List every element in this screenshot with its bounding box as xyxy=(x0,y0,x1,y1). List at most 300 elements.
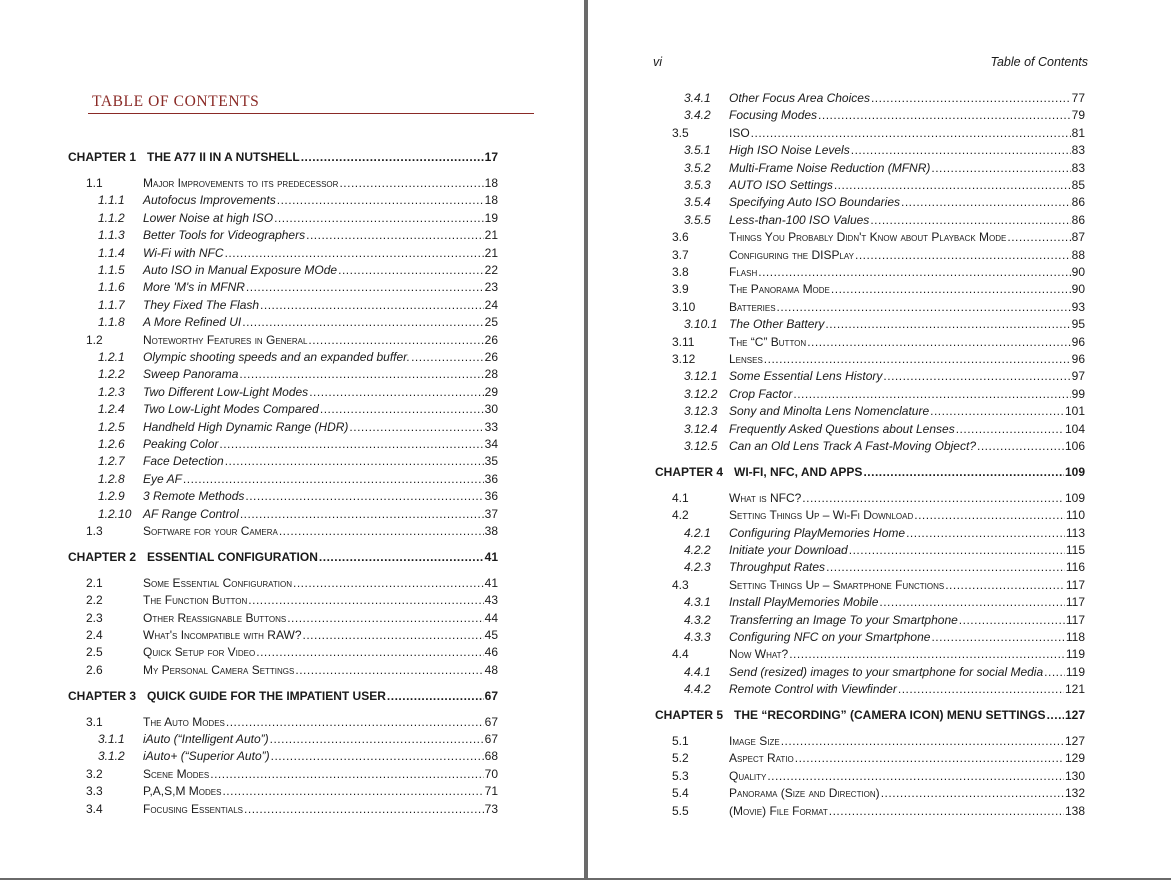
entry-title: Transferring an Image To your Smartphone xyxy=(729,612,958,627)
entry-title: (Movie) File Format xyxy=(729,803,828,818)
toc-row[interactable] xyxy=(684,90,1085,107)
entry-number: 1.2.2 xyxy=(98,367,125,382)
running-title: Table of Contents xyxy=(990,55,1088,69)
entry-page-number: 41 xyxy=(484,575,498,590)
entry-title: Auto ISO in Manual Exposure MOde xyxy=(143,262,338,277)
toc-row[interactable] xyxy=(86,627,498,644)
dot-leader xyxy=(826,559,1065,575)
entry-number: 3.10.1 xyxy=(684,317,718,332)
dot-leader xyxy=(244,801,484,817)
dot-leader xyxy=(349,419,483,435)
entry-number: 1.2.7 xyxy=(98,454,125,469)
toc-chapter-row[interactable] xyxy=(655,707,1085,724)
entry-page-number: 70 xyxy=(484,766,498,781)
toc-row[interactable] xyxy=(672,264,1085,281)
entry-number: CHAPTER 4 xyxy=(655,464,724,479)
entry-page-number: 46 xyxy=(484,645,498,660)
toc-row[interactable] xyxy=(672,803,1085,820)
entry-number: 3.5.3 xyxy=(684,178,711,192)
dot-leader xyxy=(802,490,1064,506)
entry-page-number: 26 xyxy=(484,332,498,347)
entry-number: 2.5 xyxy=(86,645,103,660)
entry-number: 3.12.1 xyxy=(684,369,718,384)
entry-title: Scene Modes xyxy=(143,766,210,781)
toc-row[interactable] xyxy=(684,438,1085,455)
dot-leader xyxy=(246,279,484,295)
entry-number: 1.1.8 xyxy=(98,315,125,330)
toc-row[interactable] xyxy=(672,577,1085,594)
entry-page-number: 86 xyxy=(1071,195,1085,210)
dot-leader xyxy=(870,212,1070,228)
toc-row[interactable] xyxy=(672,299,1085,316)
entry-number: 4.4.2 xyxy=(684,682,711,697)
entry-number: 1.1.7 xyxy=(98,297,125,312)
entry-page-number: 28 xyxy=(484,367,498,382)
entry-page-number: 101 xyxy=(1064,404,1085,419)
entry-title: Lenses xyxy=(729,352,763,366)
entry-page-number: 79 xyxy=(1071,108,1085,123)
dot-leader xyxy=(320,401,484,417)
dot-leader xyxy=(849,542,1065,558)
entry-title: Sony and Minolta Lens Nomenclature xyxy=(729,404,930,419)
entry-title: iAuto (“Intelligent Auto”) xyxy=(143,731,269,746)
dot-leader xyxy=(338,262,484,278)
entry-title: Remote Control with Viewfinder xyxy=(729,682,897,697)
toc-chapter-row[interactable] xyxy=(68,549,498,566)
toc-row[interactable] xyxy=(86,523,498,540)
entry-number: 3.1 xyxy=(86,714,103,729)
dot-leader xyxy=(248,592,483,608)
entry-number: 5.3 xyxy=(672,768,689,783)
toc-row[interactable] xyxy=(86,575,498,592)
entry-number: 5.1 xyxy=(672,734,689,748)
dot-leader xyxy=(751,125,1071,141)
entry-page-number: 36 xyxy=(484,471,498,486)
toc-row[interactable] xyxy=(98,384,498,401)
entry-page-number: 90 xyxy=(1071,282,1085,297)
entry-number: 1.1 xyxy=(86,175,103,190)
toc-row[interactable] xyxy=(672,646,1085,663)
entry-page-number: 86 xyxy=(1071,212,1085,227)
toc-row[interactable] xyxy=(672,351,1085,368)
entry-number: 1.2.9 xyxy=(98,489,125,504)
entry-title: WI-FI, NFC, AND APPS xyxy=(734,464,863,479)
entry-page-number: 67 xyxy=(484,731,498,746)
entry-page-number: 129 xyxy=(1064,751,1085,766)
entry-number: 1.2 xyxy=(86,332,103,347)
entry-number: 3.9 xyxy=(672,282,689,297)
toc-row[interactable] xyxy=(684,629,1085,646)
entry-title: QUICK GUIDE FOR THE IMPATIENT USER xyxy=(147,688,386,703)
entry-page-number: 97 xyxy=(1071,369,1085,384)
dot-leader xyxy=(767,768,1064,784)
entry-title: The Function Button xyxy=(143,593,248,608)
entry-title: Some Essential Lens History xyxy=(729,369,883,384)
entry-number: 3.1.1 xyxy=(98,731,125,746)
entry-page-number: 18 xyxy=(484,193,498,208)
entry-title: Other Reassignable Buttons xyxy=(143,610,287,625)
entry-number: 4.2 xyxy=(672,508,689,523)
entry-page-number: 117 xyxy=(1065,612,1085,627)
toc-row[interactable] xyxy=(672,229,1085,246)
toc-row[interactable] xyxy=(98,366,498,383)
dot-leader xyxy=(831,281,1071,297)
entry-number: 4.3.1 xyxy=(684,595,711,610)
entry-title: Focusing Essentials xyxy=(143,801,244,816)
entry-title: Autofocus Improvements xyxy=(143,193,276,208)
toc-row[interactable] xyxy=(684,612,1085,629)
toc-row[interactable] xyxy=(98,314,498,331)
entry-page-number: 23 xyxy=(484,280,498,295)
entry-title: Initiate your Download xyxy=(729,543,848,557)
entry-number: 4.2.2 xyxy=(684,543,711,557)
entry-title: Quality xyxy=(729,768,767,783)
entry-number: 1.1.1 xyxy=(98,193,125,208)
entry-page-number: 48 xyxy=(484,662,498,677)
toc-row[interactable] xyxy=(98,471,498,488)
entry-page-number: 43 xyxy=(484,593,498,608)
entry-page-number: 45 xyxy=(484,627,498,642)
dot-leader xyxy=(807,334,1070,350)
entry-title: ESSENTIAL CONFIGURATION xyxy=(147,549,318,564)
toc-row[interactable] xyxy=(86,801,498,818)
entry-number: 1.1.6 xyxy=(98,280,125,295)
toc-row[interactable] xyxy=(684,107,1085,124)
entry-number: 3.11 xyxy=(672,334,695,349)
toc-row[interactable] xyxy=(684,664,1085,681)
entry-title: Frequently Asked Questions about Lenses xyxy=(729,421,955,436)
entry-title: What's Incompatible with RAW? xyxy=(143,627,302,642)
entry-number: 3.5.2 xyxy=(684,160,711,175)
entry-number: 1.2.3 xyxy=(98,384,125,399)
entry-number: 1.1.5 xyxy=(98,262,125,277)
toc-row[interactable] xyxy=(86,610,498,627)
entry-title: Image Size xyxy=(729,734,780,748)
toc-row[interactable] xyxy=(98,349,498,366)
entry-number: 2.2 xyxy=(86,593,103,608)
dot-leader xyxy=(219,436,483,452)
entry-number: 1.1.4 xyxy=(98,245,125,260)
entry-title: Olympic shooting speeds and an expanded buffer. xyxy=(143,349,411,364)
toc-row[interactable] xyxy=(86,332,498,349)
entry-title: Eye AF xyxy=(143,471,182,486)
entry-page-number: 17 xyxy=(484,150,498,164)
toc-chapter-row[interactable] xyxy=(655,464,1085,481)
entry-title: The “C” Button xyxy=(729,334,807,349)
dot-leader xyxy=(183,471,484,487)
entry-title: THE “RECORDING” (CAMERA ICON) MENU SETTINGS xyxy=(734,708,1046,723)
dot-leader xyxy=(303,627,484,643)
entry-number: 3.5 xyxy=(672,125,689,140)
entry-title: AF Range Control xyxy=(143,506,239,521)
dot-leader xyxy=(309,384,483,400)
entry-page-number: 44 xyxy=(484,610,498,625)
entry-title: Configuring PlayMemories Home xyxy=(729,525,906,540)
dot-leader xyxy=(411,349,484,365)
dot-leader xyxy=(293,575,484,591)
toc-row[interactable] xyxy=(98,401,498,418)
toc-row[interactable] xyxy=(672,125,1085,142)
dot-leader xyxy=(777,299,1071,315)
entry-page-number: 73 xyxy=(484,801,498,816)
entry-page-number: 81 xyxy=(1071,125,1085,140)
entry-number: 1.1.3 xyxy=(98,228,125,243)
dot-leader xyxy=(764,351,1071,367)
entry-page-number: 26 xyxy=(484,349,498,364)
entry-title: Sweep Panorama xyxy=(143,367,239,382)
entry-title: They Fixed The Flash xyxy=(143,297,260,312)
entry-number: 1.2.5 xyxy=(98,419,125,434)
dot-leader xyxy=(319,549,484,565)
entry-page-number: 36 xyxy=(484,489,498,504)
dot-leader xyxy=(871,90,1071,106)
entry-number: 4.3.2 xyxy=(684,612,711,627)
toc-row[interactable] xyxy=(684,421,1085,438)
toc-row[interactable] xyxy=(98,297,498,314)
dot-leader xyxy=(898,681,1064,697)
entry-page-number: 132 xyxy=(1064,786,1085,801)
entry-page-number: 25 xyxy=(484,315,498,330)
entry-number: 3.3 xyxy=(86,784,103,799)
toc-row[interactable] xyxy=(672,281,1085,298)
entry-page-number: 22 xyxy=(484,262,498,277)
entry-number: 3.5.4 xyxy=(684,195,711,210)
entry-number: 5.5 xyxy=(672,803,689,818)
dot-leader xyxy=(225,245,484,261)
entry-page-number: 83 xyxy=(1071,160,1085,175)
entry-page-number: 127 xyxy=(1064,708,1085,723)
toc-row[interactable] xyxy=(98,731,498,748)
toc-row[interactable] xyxy=(672,785,1085,802)
toc-row[interactable] xyxy=(684,594,1085,611)
entry-title: Install PlayMemories Mobile xyxy=(729,595,879,610)
toc-chapter-row[interactable] xyxy=(68,688,498,705)
entry-page-number: 83 xyxy=(1071,143,1085,158)
toc-row[interactable] xyxy=(98,436,498,453)
entry-page-number: 37 xyxy=(484,506,498,521)
dot-leader xyxy=(930,403,1064,419)
toc-row[interactable] xyxy=(672,247,1085,264)
entry-page-number: 121 xyxy=(1064,682,1085,697)
entry-number: 1.2.4 xyxy=(98,402,125,417)
entry-page-number: 138 xyxy=(1064,803,1085,818)
toc-row[interactable] xyxy=(86,766,498,783)
entry-page-number: 115 xyxy=(1065,543,1085,557)
dot-leader xyxy=(793,386,1070,402)
dot-leader xyxy=(256,644,483,660)
entry-number: 4.2.1 xyxy=(684,525,711,540)
entry-title: Aspect Ratio xyxy=(729,751,794,766)
entry-number: 4.1 xyxy=(672,490,689,505)
dot-leader xyxy=(829,803,1064,819)
entry-title: Face Detection xyxy=(143,454,224,469)
entry-page-number: 33 xyxy=(484,419,498,434)
entry-page-number: 127 xyxy=(1064,734,1085,748)
dot-leader xyxy=(906,525,1065,541)
entry-page-number: 29 xyxy=(484,384,498,399)
dot-leader xyxy=(306,227,484,243)
toc-row[interactable] xyxy=(672,768,1085,785)
entry-page-number: 116 xyxy=(1065,560,1085,575)
toc-row[interactable] xyxy=(684,542,1085,559)
entry-title: Handheld High Dynamic Range (HDR) xyxy=(143,419,349,434)
entry-title: THE A77 II IN A NUTSHELL xyxy=(147,150,300,164)
entry-title: iAuto+ (“Superior Auto”) xyxy=(143,749,270,764)
toc-row[interactable] xyxy=(684,368,1085,385)
dot-leader xyxy=(245,488,483,504)
entry-page-number: 109 xyxy=(1064,464,1085,479)
entry-page-number: 99 xyxy=(1071,386,1085,401)
dot-leader xyxy=(295,662,483,678)
dot-leader xyxy=(931,160,1070,176)
toc-row[interactable] xyxy=(684,403,1085,420)
toc-row[interactable] xyxy=(684,386,1085,403)
entry-number: 1.2.8 xyxy=(98,471,125,486)
toc-row[interactable] xyxy=(86,662,498,679)
toc-row[interactable] xyxy=(684,142,1085,159)
dot-leader xyxy=(959,612,1065,628)
entry-page-number: 77 xyxy=(1071,91,1085,105)
entry-number: 3.10 xyxy=(672,299,696,314)
entry-title: The Other Battery xyxy=(729,317,825,332)
entry-title: Specifying Auto ISO Boundaries xyxy=(729,195,900,210)
entry-title: Better Tools for Videographers xyxy=(143,228,306,243)
toc-row[interactable] xyxy=(672,507,1085,524)
entry-number: 3.12 xyxy=(672,352,696,366)
toc-row[interactable] xyxy=(684,177,1085,194)
entry-number: 5.4 xyxy=(672,786,689,801)
toc-row[interactable] xyxy=(684,212,1085,229)
toc-row[interactable] xyxy=(684,559,1085,576)
entry-page-number: 71 xyxy=(484,784,498,799)
entry-number: 2.6 xyxy=(86,662,103,677)
entry-number: 1.2.6 xyxy=(98,436,125,451)
entry-number: 2.3 xyxy=(86,610,103,625)
entry-number: 3.6 xyxy=(672,230,689,245)
toc-row[interactable] xyxy=(98,419,498,436)
dot-leader xyxy=(879,594,1064,610)
entry-number: 2.1 xyxy=(86,575,103,590)
toc-row[interactable] xyxy=(672,733,1085,750)
dot-leader xyxy=(825,316,1070,332)
entry-title: Configuring the DISPlay xyxy=(729,247,854,262)
entry-page-number: 90 xyxy=(1071,265,1085,279)
entry-number: 5.2 xyxy=(672,751,689,766)
toc-row[interactable] xyxy=(684,194,1085,211)
toc-row[interactable] xyxy=(98,506,498,523)
toc-row[interactable] xyxy=(672,334,1085,351)
entry-number: 3.4.2 xyxy=(684,108,711,123)
toc-row[interactable] xyxy=(98,210,498,227)
entry-title: Crop Factor xyxy=(729,386,793,401)
entry-title: Major Improvements to its predecessor xyxy=(143,175,339,190)
entry-number: 1.1.2 xyxy=(98,210,125,225)
toc-row[interactable] xyxy=(98,227,498,244)
entry-number: 3.4 xyxy=(86,801,103,816)
entry-page-number: 88 xyxy=(1071,247,1085,262)
entry-title: Lower Noise at high ISO xyxy=(143,210,274,225)
entry-page-number: 24 xyxy=(484,297,498,312)
entry-number: 1.3 xyxy=(86,523,103,538)
toc-row[interactable] xyxy=(98,245,498,262)
dot-leader xyxy=(270,731,484,747)
toc-row[interactable] xyxy=(98,748,498,765)
entry-title: Less-than-100 ISO Values xyxy=(729,212,870,227)
entry-page-number: 67 xyxy=(484,688,498,703)
dot-leader xyxy=(274,210,484,226)
toc-row[interactable] xyxy=(98,453,498,470)
toc-row[interactable] xyxy=(98,279,498,296)
toc-row[interactable] xyxy=(98,192,498,209)
entry-title: Setting Things Up – Wi-Fi Download xyxy=(729,508,914,523)
entry-number: CHAPTER 5 xyxy=(655,708,724,723)
toc-row[interactable] xyxy=(684,525,1085,542)
entry-title: What is NFC? xyxy=(729,490,802,505)
toc-row[interactable] xyxy=(684,316,1085,333)
dot-leader xyxy=(239,366,483,382)
entry-title: Things You Probably Didn't Know about Playback Mode xyxy=(729,230,1007,245)
dot-leader xyxy=(945,577,1065,593)
toc-row[interactable] xyxy=(98,488,498,505)
entry-title: My Personal Camera Settings xyxy=(143,662,295,677)
toc-row[interactable] xyxy=(86,644,498,661)
entry-title: Configuring NFC on your Smartphone xyxy=(729,630,931,644)
entry-number: 3.2 xyxy=(86,766,103,781)
entry-page-number: 87 xyxy=(1071,230,1085,245)
entry-title: 3 Remote Methods xyxy=(143,489,245,504)
dot-leader xyxy=(222,783,483,799)
toc-row[interactable] xyxy=(684,681,1085,698)
entry-title: Can an Old Lens Track A Fast-Moving Object? xyxy=(729,439,976,453)
toc-row[interactable] xyxy=(672,750,1085,767)
entry-number: CHAPTER 1 xyxy=(68,150,137,164)
dot-leader xyxy=(387,688,484,704)
entry-title: P,A,S,M Modes xyxy=(143,784,222,799)
entry-page-number: 96 xyxy=(1071,352,1085,366)
entry-page-number: 18 xyxy=(484,175,498,190)
entry-page-number: 118 xyxy=(1065,630,1085,644)
entry-number: 1.2.1 xyxy=(98,349,125,364)
dot-leader xyxy=(834,177,1071,193)
toc-row[interactable] xyxy=(86,175,498,192)
toc-row[interactable] xyxy=(672,490,1085,507)
entry-number: 3.7 xyxy=(672,247,689,262)
entry-page-number: 35 xyxy=(484,454,498,469)
entry-title: Quick Setup for Video xyxy=(143,645,256,660)
dot-leader xyxy=(931,629,1064,645)
toc-row[interactable] xyxy=(86,592,498,609)
dot-leader xyxy=(271,748,484,764)
toc-heading: TABLE OF CONTENTS xyxy=(92,93,260,110)
dot-leader xyxy=(225,453,484,469)
dot-leader xyxy=(914,507,1065,523)
toc-row[interactable] xyxy=(86,714,498,731)
entry-number: 4.2.3 xyxy=(684,560,711,575)
heading-rule xyxy=(88,113,534,114)
entry-page-number: 119 xyxy=(1065,664,1085,679)
toc-row[interactable] xyxy=(98,262,498,279)
toc-row[interactable] xyxy=(86,783,498,800)
entry-number: 3.12.2 xyxy=(684,386,718,401)
dot-leader xyxy=(863,464,1064,480)
entry-page-number: 117 xyxy=(1065,577,1085,592)
entry-title: The Panorama Mode xyxy=(729,282,830,297)
toc-chapter-row[interactable] xyxy=(68,149,498,166)
toc-row[interactable] xyxy=(684,160,1085,177)
entry-page-number: 19 xyxy=(484,210,498,225)
entry-page-number: 34 xyxy=(484,436,498,451)
dot-leader xyxy=(781,733,1064,749)
